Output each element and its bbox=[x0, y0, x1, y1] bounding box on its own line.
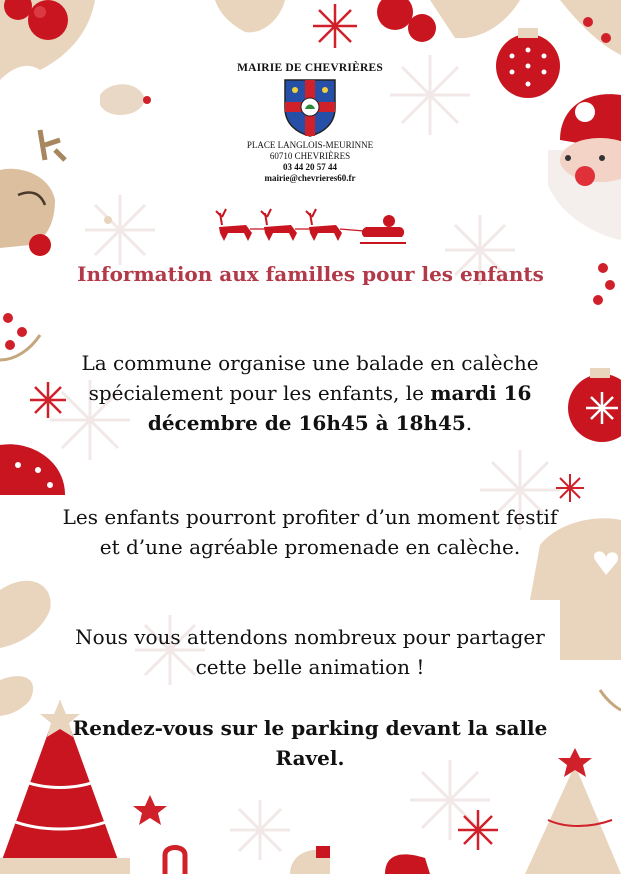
mairie-name: MAIRIE DE CHEVRIÈRES bbox=[237, 62, 383, 74]
paragraph-announcement bbox=[60, 348, 560, 438]
address-line-1: PLACE LANGLOIS-MEURINNE bbox=[246, 140, 374, 150]
announcement-text: La commune organise une balade en calèche spécialement pour les enfants, le bbox=[81, 351, 539, 405]
paragraph-invitation: Nous vous attendons nombreux pour partager cette belle animation ! bbox=[75, 625, 545, 679]
email-address: mairie@chevrieres60.fr bbox=[264, 173, 356, 183]
paragraph-meeting-point: Rendez-vous sur le parking devant la salle Ravel. bbox=[72, 716, 548, 770]
reindeer-sleigh-icon bbox=[214, 203, 410, 247]
paragraph-activity: Les enfants pourront profiter d’un moment festif et d’une agréable promenade en calèche. bbox=[62, 505, 558, 559]
announcement-end: . bbox=[465, 411, 473, 435]
town-hall-header bbox=[230, 62, 390, 184]
coat-of-arms-icon bbox=[283, 78, 337, 138]
phone-number: 03 44 20 57 44 bbox=[283, 162, 337, 172]
event-date-time: mardi 16 décembre de 16h45 à 18h45 bbox=[147, 381, 532, 435]
address-line-2: 60710 CHEVRIÈRES bbox=[269, 151, 351, 161]
page-title: Information aux familles pour les enfants bbox=[77, 262, 544, 286]
